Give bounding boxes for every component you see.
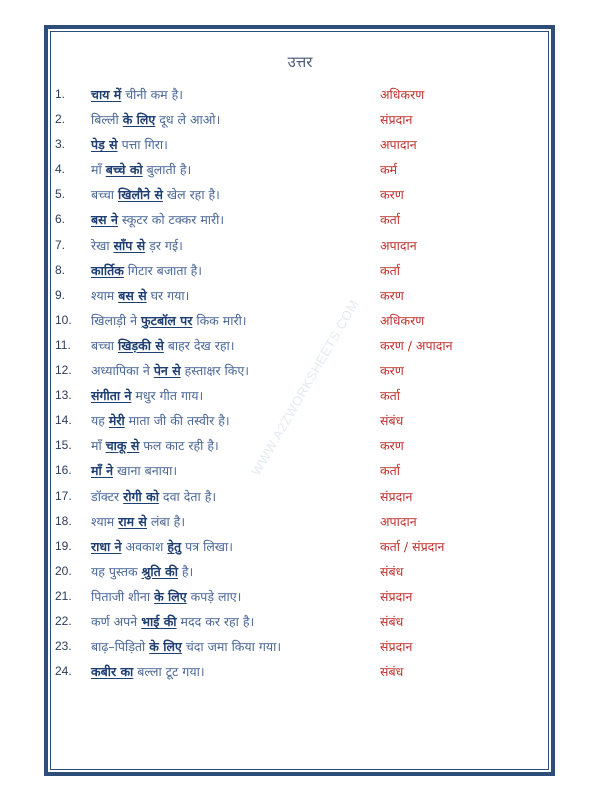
case-answer: कर्ता [380, 463, 400, 479]
sentence [91, 534, 233, 559]
answer-list [0, 82, 600, 684]
sentence-prefix: बच्चा [91, 187, 118, 203]
answer-row [0, 333, 600, 358]
case-answer: अधिकरण [380, 87, 425, 102]
sentence [91, 408, 230, 433]
sentence-prefix: पिताजी शीना [91, 588, 155, 604]
case-answer: अपादान [380, 513, 417, 529]
sentence-suffix: बल्ला टूट गया। [133, 664, 205, 680]
row-number: 12. [55, 363, 72, 378]
sentence [91, 233, 183, 258]
page-title: उत्तर [287, 53, 313, 71]
row-number: 2. [55, 112, 66, 127]
sentence [91, 358, 249, 383]
answer-row [0, 408, 600, 433]
answer-row [0, 107, 600, 132]
sentence-suffix: खेल रहा है। [162, 187, 220, 203]
highlighted-case-word: साँप से [113, 237, 146, 253]
answer-row [0, 534, 600, 559]
highlighted-case-word-2: हेतु [167, 538, 182, 554]
answer-row [0, 82, 600, 107]
sentence-prefix: माँ [91, 162, 106, 178]
highlighted-case-word: रोगी को [123, 488, 159, 504]
highlighted-case-word: चाकू से [105, 438, 140, 454]
case-answer: अपादान [380, 237, 417, 253]
sentence-prefix: बच्चा [91, 337, 118, 353]
highlighted-case-word: श्रुति की [141, 563, 178, 579]
answer-row [0, 383, 600, 408]
sentence [91, 207, 224, 232]
highlighted-case-word: राधा ने [91, 538, 122, 554]
answer-row [0, 634, 600, 659]
sentence [91, 484, 216, 509]
sentence [91, 308, 247, 333]
sentence [91, 333, 234, 358]
sentence [91, 157, 191, 182]
sentence-suffix: मधुर गीत गाय। [131, 388, 204, 404]
row-number: 15. [55, 438, 72, 453]
case-answer: कर्ता [380, 262, 400, 278]
highlighted-case-word: माँ ने [91, 463, 114, 479]
sentence-prefix: श्याम [91, 513, 119, 529]
sentence [91, 659, 205, 684]
sentence-prefix: बाढ़–पिड़ितो [91, 639, 150, 655]
case-answer: कर्ता [380, 212, 400, 228]
sentence-suffix: खाना बनाया। [113, 463, 178, 479]
sentence-prefix: माँ [91, 438, 106, 454]
sentence-suffix: ड़र गई। [145, 237, 183, 253]
sentence-suffix: घर गया। [146, 287, 190, 303]
highlighted-case-word: खिलौने से [118, 187, 163, 203]
highlighted-case-word: बच्चे को [105, 162, 143, 178]
highlighted-case-word: चाय में [91, 87, 122, 102]
sentence-suffix: किक मारी। [192, 312, 247, 328]
case-answer: संबंध [380, 613, 404, 629]
sentence-suffix: है। [177, 563, 194, 579]
sentence-suffix: बुलाती है। [142, 162, 192, 178]
row-number: 7. [55, 237, 66, 252]
sentence-suffix: लंबा है। [146, 513, 186, 529]
highlighted-case-word: भाई की [141, 613, 177, 629]
sentence [91, 584, 241, 609]
answer-row [0, 559, 600, 584]
answer-row [0, 207, 600, 232]
sentence [91, 458, 177, 483]
case-answer: कर्म [380, 162, 398, 178]
case-answer: संप्रदान [380, 112, 413, 128]
answer-row [0, 358, 600, 383]
sentence [91, 559, 193, 584]
highlighted-case-word: संगीता ने [91, 388, 132, 404]
answer-row [0, 283, 600, 308]
row-number: 23. [55, 639, 72, 654]
answer-row [0, 433, 600, 458]
case-answer: करण [380, 187, 404, 203]
highlighted-case-word: खिड़की से [118, 337, 164, 353]
sentence-middle: अवकाश [121, 538, 168, 554]
watermark: WWW.A2ZWORKSHEETS.COM [248, 296, 362, 479]
sentence-prefix: रेखा [91, 237, 114, 253]
row-number: 14. [55, 413, 72, 428]
answer-row [0, 458, 600, 483]
row-number: 13. [55, 388, 72, 403]
row-number: 11. [55, 337, 71, 352]
sentence [91, 509, 185, 534]
sentence-suffix: बाहर देख रहा। [163, 337, 235, 353]
highlighted-case-word: बस से [118, 287, 147, 303]
sentence-suffix: दवा देता है। [158, 488, 217, 504]
sentence [91, 383, 203, 408]
case-answer: संबंध [380, 413, 404, 429]
highlighted-case-word: के लिए [154, 588, 187, 604]
sentence [91, 132, 168, 157]
sentence-suffix: माता जी की तस्वीर है। [124, 413, 230, 429]
row-number: 20. [55, 563, 72, 578]
sentence-prefix: अध्यापिका ने [91, 363, 154, 379]
answer-row [0, 509, 600, 534]
answer-row [0, 182, 600, 207]
answer-row [0, 157, 600, 182]
case-answer: अपादान [380, 137, 417, 153]
sentence-prefix: यह [91, 413, 109, 429]
row-number: 17. [55, 488, 72, 503]
answer-row [0, 484, 600, 509]
highlighted-case-word: कबीर का [91, 664, 134, 680]
answer-row [0, 308, 600, 333]
sentence [91, 182, 220, 207]
sentence-suffix: कपड़े लाए। [186, 588, 242, 604]
case-answer: संबंध [380, 563, 404, 579]
sentence-suffix: चंदा जमा किया गया। [181, 639, 282, 655]
answer-row [0, 659, 600, 684]
answer-row [0, 258, 600, 283]
row-number: 9. [55, 287, 66, 302]
row-number: 5. [55, 187, 66, 202]
row-number: 3. [55, 137, 66, 152]
sentence [91, 609, 254, 634]
case-answer: करण / अपादान [380, 337, 453, 353]
sentence-suffix: हस्ताक्षर किए। [180, 363, 250, 379]
case-answer: संबंध [380, 664, 404, 680]
sentence-suffix: गिटार बजाता है। [123, 262, 203, 278]
case-answer: करण [380, 438, 404, 454]
highlighted-case-word: कार्तिक [91, 262, 124, 278]
highlighted-case-word: पेड़ से [91, 137, 118, 153]
sentence-prefix: बिल्ली [91, 112, 123, 128]
row-number: 21. [55, 588, 72, 603]
sentence-suffix: पत्र लिखा। [181, 538, 234, 554]
answer-row [0, 609, 600, 634]
highlighted-case-word: फुटबॉल पर [141, 312, 193, 328]
sentence [91, 283, 189, 308]
highlighted-case-word: के लिए [149, 639, 182, 655]
row-number: 10. [55, 312, 72, 327]
row-number: 18. [55, 513, 72, 528]
row-number: 1. [55, 87, 66, 101]
row-number: 4. [55, 162, 66, 177]
case-answer: करण [380, 287, 404, 303]
case-answer: संप्रदान [380, 639, 413, 655]
case-answer: कर्ता [380, 388, 400, 404]
sentence-prefix: डॉक्टर [91, 488, 124, 504]
row-number: 19. [55, 538, 72, 553]
answer-row [0, 233, 600, 258]
answer-row [0, 584, 600, 609]
sentence [91, 433, 219, 458]
sentence-suffix: स्कूटर को टक्कर मारी। [117, 212, 225, 228]
sentence [91, 82, 183, 107]
sentence-prefix: कर्ण अपने [91, 613, 142, 629]
sentence-suffix: फल काट रही है। [139, 438, 219, 454]
row-number: 8. [55, 262, 66, 277]
sentence-prefix: श्याम [91, 287, 119, 303]
answer-row [0, 132, 600, 157]
row-number: 22. [55, 613, 72, 628]
case-answer: अधिकरण [380, 312, 425, 328]
highlighted-case-word: राम से [118, 513, 147, 529]
sentence-suffix: दूध ले आओ। [155, 112, 221, 128]
case-answer: करण [380, 363, 404, 379]
highlighted-case-word: बस ने [91, 212, 118, 228]
case-answer: संप्रदान [380, 488, 413, 504]
case-answer: संप्रदान [380, 588, 413, 604]
sentence-prefix: यह पुस्तक [91, 563, 142, 579]
highlighted-case-word: मेरी [108, 413, 125, 429]
row-number: 24. [55, 664, 72, 679]
sentence-suffix: पत्ता गिरा। [117, 137, 168, 153]
highlighted-case-word: पेन से [153, 363, 181, 379]
sentence-suffix: मदद कर रहा है। [176, 613, 255, 629]
row-number: 6. [55, 212, 66, 227]
highlighted-case-word: के लिए [122, 112, 156, 128]
sentence [91, 107, 220, 132]
sentence-suffix: चीनी कम है। [121, 87, 183, 102]
sentence [91, 258, 202, 283]
row-number: 16. [55, 463, 72, 478]
sentence-prefix: खिलाड़ी ने [91, 312, 141, 328]
case-answer: कर्ता / संप्रदान [380, 538, 445, 554]
sentence [91, 634, 281, 659]
